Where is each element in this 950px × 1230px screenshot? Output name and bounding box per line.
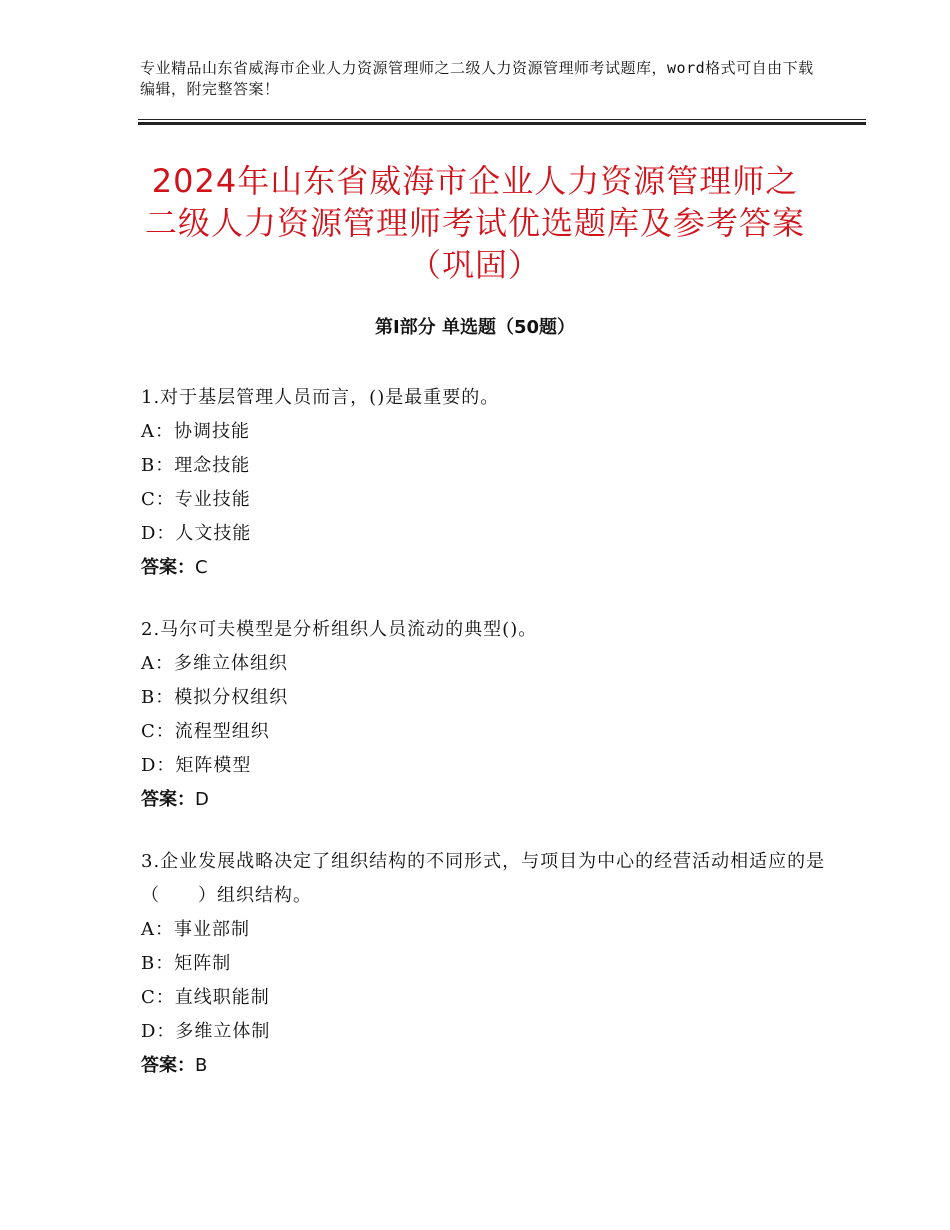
divider-thin-line <box>138 119 866 120</box>
answer-value: D <box>195 789 209 810</box>
option-b: B：模拟分权组织 <box>141 687 289 708</box>
option-a: A：多维立体组织 <box>141 653 288 674</box>
option-d: D：多维立体制 <box>141 1021 271 1042</box>
divider-thick-line <box>138 122 866 125</box>
option-c: C：专业技能 <box>141 489 251 510</box>
answer-label: 答案： <box>141 557 195 578</box>
question-list <box>141 381 831 1111</box>
option-d: D：人文技能 <box>141 523 252 544</box>
question-stem: 3.企业发展战略决定了组织结构的不同形式，与项目为中心的经营活动相适应的是（ ）组织结构。 <box>141 851 826 906</box>
option-c: C：直线职能制 <box>141 987 270 1008</box>
question-stem: 1.对于基层管理人员而言，()是最重要的。 <box>141 387 500 408</box>
option-d: D：矩阵模型 <box>141 755 252 776</box>
question-3 <box>141 845 831 1083</box>
answer-line <box>141 551 831 585</box>
answer-line <box>141 783 831 817</box>
option-a: A：协调技能 <box>141 421 250 442</box>
answer-value: B <box>195 1055 208 1076</box>
answer-label: 答案： <box>141 1055 195 1076</box>
option-a: A：事业部制 <box>141 919 250 940</box>
header-divider <box>138 119 866 125</box>
question-stem: 2.马尔可夫模型是分析组织人员流动的典型()。 <box>141 619 538 640</box>
answer-value: C <box>195 557 208 578</box>
document-title: 2024年山东省威海市企业人力资源管理师之二级人力资源管理师考试优选题库及参考答案（巩固） <box>144 162 805 284</box>
option-b: B：理念技能 <box>141 455 251 476</box>
answer-label: 答案： <box>141 789 195 810</box>
answer-line <box>141 1049 831 1083</box>
option-c: C：流程型组织 <box>141 721 270 742</box>
question-2 <box>141 613 831 817</box>
question-1 <box>141 381 831 585</box>
option-b: B：矩阵制 <box>141 953 232 974</box>
header-note: 专业精品山东省威海市企业人力资源管理师之二级人力资源管理师考试题库，word格式可自由下载编辑，附完整答案！ <box>140 59 814 98</box>
section-heading: 第Ⅰ部分 单选题（50题） <box>374 317 575 338</box>
